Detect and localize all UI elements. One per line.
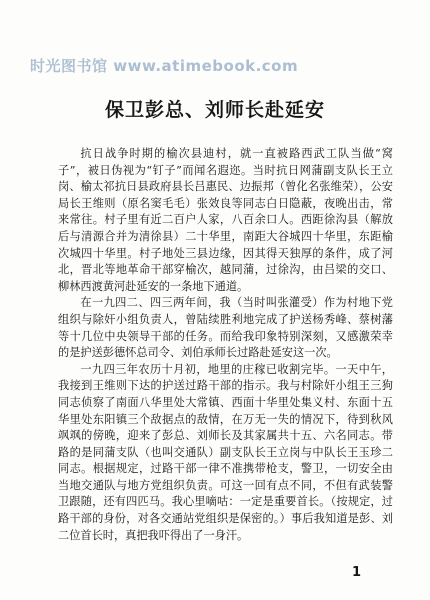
watermark-text: 时光图书馆 www.atimebook.com xyxy=(30,57,299,75)
paragraph: 抗日战争时期的榆次县迪村，就一直被路西武工队当做“窝子”，被日伪视为“钉子”而闻名遐迩。当时抗日网蒲副支队长王立岗、榆太祁抗日县政府县长吕惠民、边振邦（曾化名张维荣），公安局长王维则（原名窦毛毛）张效良等同志白日隐蔽，夜晚出击，常来常往。村子里有近二百户人家，八百余口人。西距徐沟县（解放后与清源合并为清徐县）二十华里，南距大谷城四十华里，东距榆次城四十华里。村子地处三县边缘，因其得天独厚的条件，成了河北，晋北等地革命干部穿榆次，越同蒲，过徐沟，由吕梁的交口、柳林西渡黄河赴延安的一条地下通道。 xyxy=(58,147,393,293)
page-number: 1 xyxy=(352,565,362,580)
page-title: 保卫彭总、刘师长赴延安 xyxy=(104,99,325,121)
body-text xyxy=(58,146,393,544)
paragraph: 一九四三年农历十月初，地里的庄稼已收割完毕。一天中午，我接到王维则下达的护送过路干部的指示。我与村除奸小组王三狗同志侦察了南面八华里处大常镇、西面十华里处集义村、东面十五华里处东阳镇三个敌据点的敌情，在万无一失的情况下，待到秋风飒飒的傍晚，迎来了彭总、刘师长及其家属共十五、六名同志。带路的是同蒲支队（也叫交通队）副支队长王立岗与中队长王玉珍二同志。根据规定，过路干部一律不准携带枪支，警卫，一切安全由当地交通队与地方党组织负责。可这一回有点不同，不但有武装警卫跟随，还有四匹马。我心里嘀咕：一定是重要首长。（按规定，过路干部的身份，对各交通站党组织是保密的。）事后我知道是彭、刘二位首长时，真把我吓得出了一身汗。 xyxy=(58,362,393,542)
paragraph: 在一九四二、四三两年间，我（当时叫张灌受）作为村地下党组织与除奸小组负责人，曾陆续胜利地完成了护送杨秀峰、蔡树藩等十几位中央领导干部的任务。而给我印象特别深刻，又感激荣幸的是护送彭德怀总司令、刘伯承师长过路赴延安这一次。 xyxy=(58,296,393,360)
